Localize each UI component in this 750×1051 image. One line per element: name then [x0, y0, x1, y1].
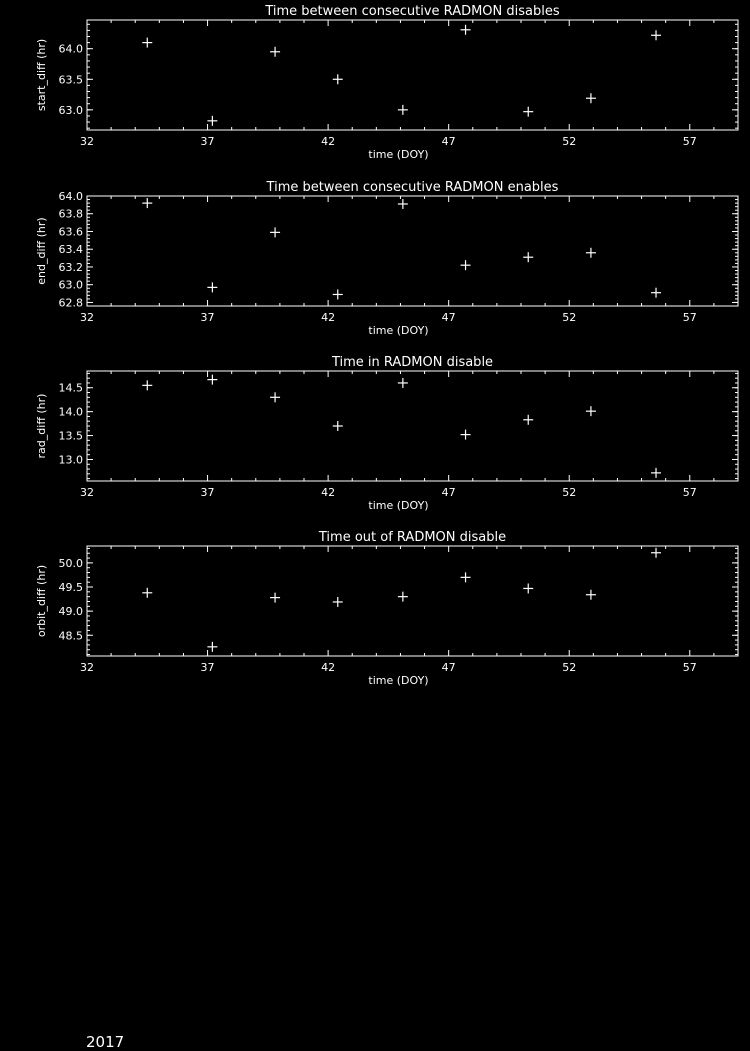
- data-point: [142, 38, 152, 48]
- data-point: [586, 248, 596, 258]
- x-tick-label: 57: [682, 311, 697, 324]
- year-label: 2017: [86, 1033, 125, 1051]
- data-point: [461, 430, 471, 440]
- y-axis-label: end_diff (hr): [35, 217, 48, 285]
- chart-title: Time between consecutive RADMON disables: [265, 4, 560, 19]
- y-tick-label: 14.5: [58, 381, 83, 395]
- x-tick-label: 47: [441, 311, 456, 324]
- x-tick-label: 32: [80, 661, 94, 674]
- x-tick-label: 37: [200, 311, 215, 324]
- data-point: [398, 105, 408, 115]
- data-point: [207, 642, 217, 652]
- x-tick-label: 47: [441, 661, 456, 674]
- data-point: [333, 289, 343, 299]
- y-axis-label: orbit_diff (hr): [35, 564, 48, 638]
- data-point: [523, 583, 533, 593]
- y-tick-label: 13.5: [58, 429, 83, 443]
- chart-4: [35, 530, 738, 687]
- plot-frame: [87, 196, 738, 306]
- data-point: [333, 74, 343, 84]
- data-point: [461, 260, 471, 270]
- y-tick-label: 63.2: [58, 260, 83, 274]
- x-tick-label: 57: [682, 135, 697, 148]
- x-axis-label: time (DOY): [368, 674, 429, 687]
- chart-title: Time in RADMON disable: [331, 355, 494, 370]
- y-tick-label: 63.0: [58, 278, 83, 292]
- x-tick-label: 32: [80, 135, 94, 148]
- chart-3: [35, 355, 738, 512]
- y-tick-label: 50.0: [58, 556, 83, 570]
- data-point: [270, 227, 280, 237]
- data-point: [207, 282, 217, 292]
- data-point: [270, 47, 280, 57]
- data-point: [142, 380, 152, 390]
- data-point: [142, 198, 152, 208]
- x-axis-label: time (DOY): [368, 148, 429, 161]
- chart-title: Time out of RADMON disable: [318, 530, 507, 545]
- y-tick-label: 13.0: [58, 453, 83, 467]
- data-point: [398, 378, 408, 388]
- data-point: [270, 593, 280, 603]
- y-tick-label: 63.0: [58, 103, 83, 117]
- data-point: [651, 288, 661, 298]
- x-axis-label: time (DOY): [368, 499, 429, 512]
- x-tick-label: 32: [80, 311, 94, 324]
- data-point: [398, 199, 408, 209]
- data-point: [333, 597, 343, 607]
- data-point: [461, 25, 471, 35]
- y-tick-label: 62.8: [58, 296, 83, 310]
- x-tick-label: 37: [200, 135, 215, 148]
- data-point: [398, 592, 408, 602]
- data-point: [586, 93, 596, 103]
- y-tick-label: 48.5: [58, 629, 83, 643]
- plot-frame: [87, 546, 738, 656]
- data-point: [523, 107, 533, 117]
- y-tick-label: 64.0: [58, 190, 83, 203]
- y-tick-label: 49.5: [58, 581, 83, 595]
- x-tick-label: 42: [321, 661, 336, 674]
- x-tick-label: 42: [321, 311, 336, 324]
- x-tick-label: 52: [562, 311, 577, 324]
- data-point: [333, 421, 343, 431]
- chart-1: [35, 4, 738, 161]
- data-point: [207, 375, 217, 385]
- x-tick-label: 57: [682, 661, 697, 674]
- x-tick-label: 42: [321, 486, 336, 499]
- x-tick-label: 52: [562, 661, 577, 674]
- chart-title: Time between consecutive RADMON enables: [266, 180, 559, 195]
- y-axis-label: rad_diff (hr): [35, 393, 48, 459]
- data-point: [461, 572, 471, 582]
- x-tick-label: 57: [682, 486, 697, 499]
- x-tick-label: 47: [441, 135, 456, 148]
- y-tick-label: 64.0: [58, 42, 83, 56]
- data-point: [523, 252, 533, 262]
- data-point: [651, 468, 661, 478]
- x-tick-label: 32: [80, 486, 94, 499]
- y-tick-label: 63.4: [58, 243, 83, 257]
- data-point: [142, 588, 152, 598]
- y-axis-label: start_diff (hr): [35, 38, 48, 112]
- data-point: [651, 548, 661, 558]
- data-point: [523, 415, 533, 425]
- y-tick-label: 63.8: [58, 207, 83, 221]
- x-tick-label: 52: [562, 135, 577, 148]
- x-tick-label: 47: [441, 486, 456, 499]
- y-tick-label: 14.0: [58, 405, 83, 419]
- data-point: [651, 30, 661, 40]
- plot-frame: [87, 371, 738, 481]
- data-point: [586, 590, 596, 600]
- data-point: [207, 116, 217, 126]
- plot-frame: [87, 20, 738, 130]
- data-point: [270, 392, 280, 402]
- x-tick-label: 52: [562, 486, 577, 499]
- x-tick-label: 37: [200, 486, 215, 499]
- x-axis-label: time (DOY): [368, 324, 429, 337]
- y-tick-label: 63.5: [58, 73, 83, 87]
- x-tick-label: 42: [321, 135, 336, 148]
- x-tick-label: 37: [200, 661, 215, 674]
- data-point: [586, 406, 596, 416]
- y-tick-label: 49.0: [58, 605, 83, 619]
- chart-2: [35, 180, 738, 337]
- y-tick-label: 63.6: [58, 225, 83, 239]
